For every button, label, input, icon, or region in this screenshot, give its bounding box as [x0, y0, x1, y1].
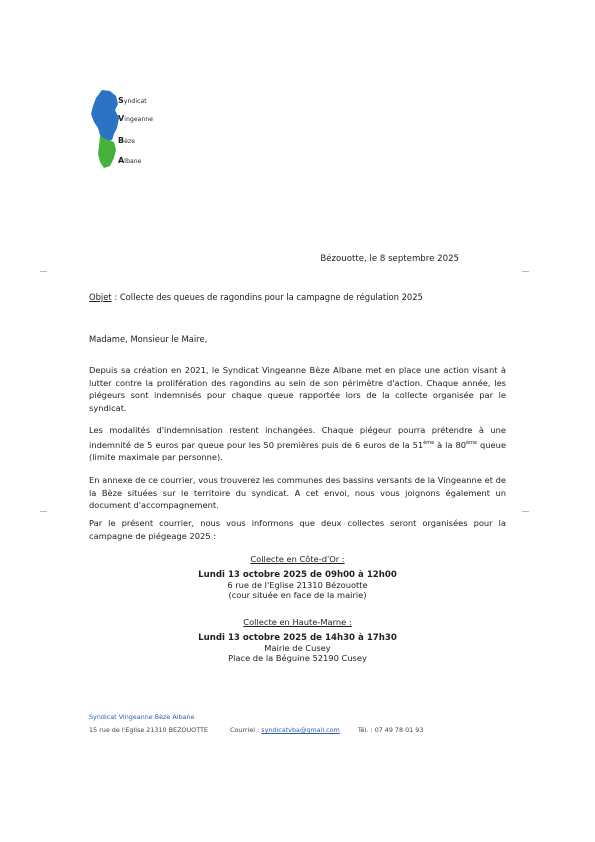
fold-mark-right-top [522, 271, 529, 272]
collecte-title: Collecte en Haute-Marne : [243, 617, 352, 627]
collecte-when: Lundi 13 octobre 2025 de 14h30 à 17h30 [198, 633, 397, 643]
footer-contact [89, 726, 509, 734]
paragraph-intro: Depuis sa création en 2021, le Syndicat Vingeanne Bèze Albane met en place une action visant à lutter contre la prolifération des ragondins au sein de son périmètre d'action. Chaque année, les piégeurs sont indemnisés pour chaque queue rapportée lors de la collecte organisée par le syndicat. [89, 365, 506, 413]
collecte-cote-dor [89, 554, 506, 600]
footer-email-link[interactable]: syndicatvba@gmail.com [261, 726, 340, 734]
subject-label: Objet [89, 292, 112, 302]
paragraph-indemnisation: Les modalités d'indemnisation restent inchangées. Chaque piégeur pourra prétendre à une indemnité de 5 euros par queue pour les 50 premières puis de 6 euros de la 51ème à la 80ème queue (limite maximale par personne). [89, 425, 506, 462]
logo-word-1: Syndicat [118, 96, 147, 105]
footer-address: 15 rue de l'Eglise 21310 BEZOUOTTE [89, 726, 208, 734]
footer-phone: Tél. : 07 49 78 01 93 [357, 726, 424, 734]
collecte-note: Place de la Béguine 52190 Cusey [228, 653, 367, 663]
footer-organization: Syndicat Vingeanne Bèze Albane [89, 713, 195, 721]
footer-email-label: Courriel : [229, 726, 260, 734]
logo-word-2: Vingeanne [118, 114, 154, 123]
logo-word-4: Albane [118, 156, 142, 165]
salutation: Madame, Monsieur le Maire, [89, 334, 208, 344]
collecte-address: Mairie de Cusey [264, 643, 331, 653]
paragraph-annexe: En annexe de ce courrier, vous trouverez les communes des bassins versants de la Vingeanne et de la Bèze situées sur le territoire du syndicat. A cet envoi, nous vous joignons également un document d'accompagnement. [89, 475, 506, 511]
collecte-note: (cour située en face de la mairie) [228, 590, 367, 600]
collecte-title: Collecte en Côte-d'Or : [250, 554, 345, 564]
fold-mark-left-bottom [40, 511, 47, 512]
logo-word-3: Bèze [118, 136, 136, 145]
fold-mark-left-top [40, 271, 47, 272]
letter-date: Bézouotte, le 8 septembre 2025 [320, 254, 459, 264]
collecte-when: Lundi 13 octobre 2025 de 09h00 à 12h00 [198, 570, 397, 580]
paragraph-collectes: Par le présent courrier, nous vous informons que deux collectes seront organisées pour la campagne de piégeage 2025 : [89, 518, 506, 541]
subject-text: : Collecte des queues de ragondins pour la campagne de régulation 2025 [111, 292, 423, 302]
collecte-address: 6 rue de l'Eglise 21310 Bézouotte [227, 580, 368, 590]
syndicat-logo [88, 88, 178, 172]
fold-mark-right-bottom [522, 511, 529, 512]
letter-subject [89, 292, 423, 302]
collecte-haute-marne [89, 617, 506, 663]
